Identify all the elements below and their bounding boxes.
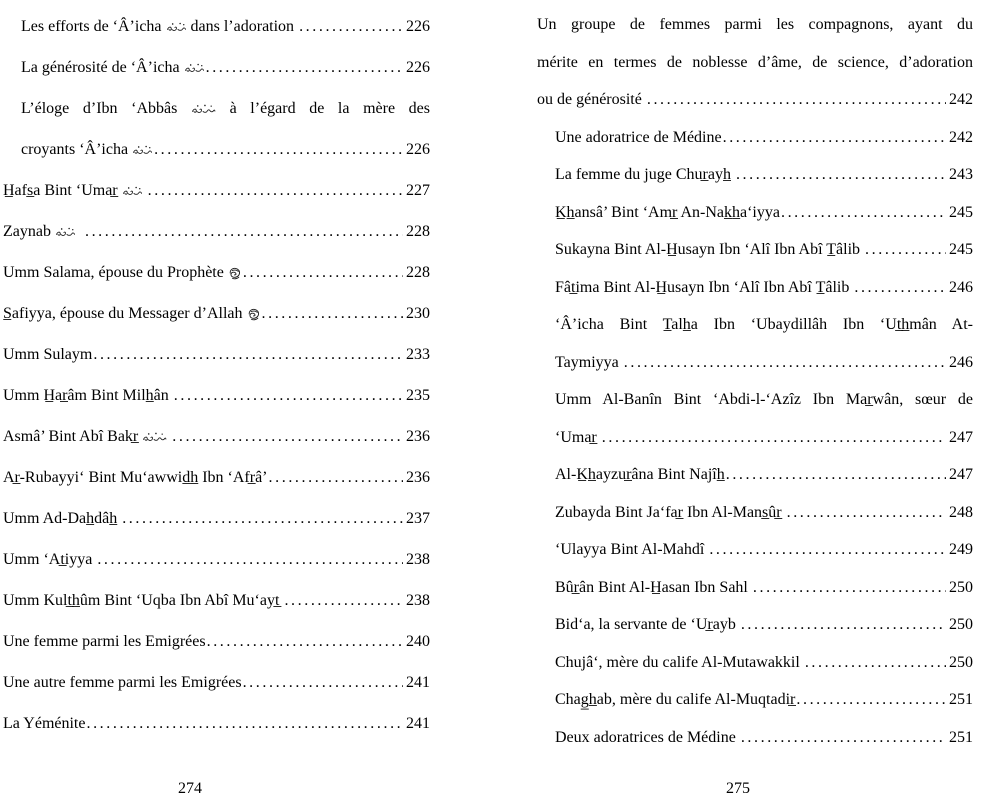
toc-entry-title: Bûr̲ân Bint Al-H̲asan Ibn Sahl — [555, 578, 752, 596]
toc-entry-line — [3, 539, 430, 580]
toc-entry-title: ou de générosité — [537, 91, 646, 108]
toc-entry-page-number: 228 — [406, 223, 430, 240]
toc-entry-title: La générosité de ‘Â’icha — [21, 47, 205, 88]
toc-entry-title: Umm ‘At̲iyya — [3, 551, 97, 568]
toc-entry-title: Fât̲ima Bint Al-H̲usayn Ibn ‘Alî Ibn Abî T̲âlib — [555, 278, 854, 296]
toc-entry-page-number: 236 — [406, 469, 430, 486]
toc-entry-page-number: 227 — [406, 182, 430, 199]
toc-entry-page-number: 226 — [406, 141, 430, 158]
toc-entry-title: Taymiyya — [555, 353, 623, 371]
toc-entry-line — [555, 494, 973, 532]
toc-entry — [3, 662, 430, 703]
toc-entry-line — [3, 293, 430, 334]
toc-entry — [3, 703, 430, 744]
toc-entry-line — [3, 252, 430, 293]
toc-entry-title: La femme du juge Chur̲ayh̲ — [555, 166, 735, 183]
toc-entries-left — [3, 6, 430, 744]
dot-leader — [85, 211, 403, 252]
toc-entry-page-number: 241 — [406, 674, 430, 691]
dot-leader — [154, 129, 403, 170]
toc-entry-title: ‘Â’icha Bint T̲alh̲a Ibn ‘Ubaydillâh Ibn ‘Ut̲h̲mân At- — [555, 316, 973, 333]
toc-entry — [3, 88, 430, 170]
toc-entry-page-number: 226 — [406, 18, 430, 35]
toc-entry — [3, 498, 430, 539]
toc-entry-line — [555, 531, 973, 569]
toc-entry-page-number: 228 — [406, 264, 430, 281]
toc-entry-page-number: 236 — [406, 428, 430, 445]
toc-entry-title: Umm Sulaym — [3, 346, 93, 363]
toc-entry-title: mérite en termes de noblesse d’âme, de science, d’adoration — [537, 53, 973, 71]
dot-leader — [148, 170, 403, 211]
toc-entry-title: K̲h̲ansâ’ Bint ‘Amr̲ An-Nak̲h̲a‘iyya — [555, 203, 780, 221]
toc-entry — [3, 580, 430, 621]
toc-entry — [537, 381, 973, 456]
toc-entry-page-number: 242 — [949, 91, 973, 108]
toc-entry-title: Chujâ‘, mère du calife Al-Mutawakkil — [555, 653, 804, 671]
toc-entry-line — [3, 375, 430, 416]
toc-entry — [537, 569, 973, 607]
toc-entry-page-number: 249 — [949, 541, 973, 558]
toc-entry-title: Chag̲h̲ab, mère du calife Al-Muqtadir̲ — [555, 691, 796, 708]
toc-entry-page-number: 245 — [949, 241, 973, 258]
toc-entry — [537, 156, 973, 194]
toc-entry — [3, 334, 430, 375]
toc-entry-title: Un groupe de femmes parmi les compagnons, ayant du — [537, 16, 973, 33]
toc-entry-title: Sukayna Bint Al-H̲usayn Ibn ‘Alî Ibn Abî T̲âlib — [555, 241, 865, 258]
dot-leader — [726, 456, 946, 494]
toc-entry-line — [555, 644, 973, 682]
toc-entry — [537, 531, 973, 569]
radi-allahu-anhuma-icon — [191, 103, 216, 115]
toc-entry-page-number: 246 — [949, 353, 973, 371]
dot-leader — [854, 269, 946, 307]
toc-entry-continuation-line — [537, 44, 973, 82]
toc-entry — [537, 194, 973, 232]
dot-leader — [753, 569, 946, 607]
toc-entry-line — [3, 170, 430, 211]
toc-entry-title: Ar̲-Rubayyi‘ Bint Mu‘awwid̲h̲ Ibn ‘Afr̲â’ — [3, 469, 268, 486]
toc-entry-title: Umm Ad-Dah̲dâh̲ — [3, 510, 122, 527]
toc-entry-line — [555, 681, 973, 719]
dot-leader — [741, 606, 946, 644]
toc-entry-page-number: 251 — [949, 691, 973, 708]
toc-entry — [537, 719, 973, 757]
folio-page-number: 275 — [726, 780, 750, 797]
toc-entry-page-number: 226 — [406, 59, 430, 76]
toc-entry — [3, 539, 430, 580]
toc-entry-title: Umm Salama, épouse du Prophète — [3, 252, 242, 293]
dot-leader — [122, 498, 403, 539]
dot-leader — [865, 231, 946, 269]
toc-entry-line — [3, 621, 430, 662]
toc-entry-line — [3, 703, 430, 744]
toc-entry-continuation-line — [537, 6, 973, 44]
toc-entry-page-number: 250 — [949, 616, 973, 633]
toc-entry — [3, 416, 430, 457]
toc-entry-line — [3, 580, 430, 621]
toc-entry-continuation-line — [555, 306, 973, 344]
toc-entry-page-number: 230 — [406, 305, 430, 322]
toc-entry-title: Une femme parmi les Emigrées — [3, 633, 206, 650]
radi-allahu-anhuma-icon — [142, 431, 167, 443]
toc-entry-title: Bid‘a, la servante de ‘Ur̲ayb — [555, 616, 740, 633]
toc-entry-line — [21, 129, 430, 170]
toc-entries-right — [537, 6, 973, 756]
radi-allahu-anha-icon — [122, 185, 143, 197]
toc-entry-line — [3, 457, 430, 498]
toc-entry-page-number: 241 — [406, 715, 430, 732]
dot-leader — [243, 252, 403, 293]
toc-entry-page-number: 233 — [406, 346, 430, 363]
toc-entry-title: Les efforts de ‘Â’icha dans l’adoration — [21, 18, 299, 35]
toc-entry-line — [3, 662, 430, 703]
toc-entry-page-number: 238 — [406, 592, 430, 609]
sallallahu-alayhi-wa-sallam-icon — [228, 266, 242, 280]
toc-entry — [537, 269, 973, 307]
toc-entry-line — [3, 334, 430, 375]
toc-entry-page-number: 246 — [949, 278, 973, 296]
dot-leader — [796, 681, 946, 719]
toc-entry — [537, 644, 973, 682]
toc-entry-line — [555, 119, 973, 157]
toc-entry-page-number: 247 — [949, 466, 973, 483]
toc-entry-line — [555, 569, 973, 607]
toc-entry-continuation-line — [555, 381, 973, 419]
toc-entry-title: Une adoratrice de Médine — [555, 128, 722, 146]
toc-entry-page-number: 250 — [949, 653, 973, 671]
radi-allahu-anha-icon — [166, 21, 187, 33]
dot-leader — [805, 644, 946, 682]
toc-entry-page-number: 237 — [406, 510, 430, 527]
toc-entry — [537, 681, 973, 719]
radi-allahu-anha-icon — [55, 226, 76, 238]
toc-entry-title: ‘Umar̲ — [555, 428, 601, 446]
dot-leader — [781, 194, 946, 232]
toc-entry-page-number: 245 — [949, 203, 973, 221]
toc-entry-line — [3, 416, 430, 457]
toc-entry-title: croyants ‘Â’icha — [21, 129, 153, 170]
dot-leader — [269, 457, 403, 498]
toc-entry — [3, 170, 430, 211]
toc-entry — [537, 606, 973, 644]
toc-entry-title: Une autre femme parmi les Emigrées — [3, 674, 242, 691]
toc-entry — [3, 6, 430, 47]
toc-entry-title: L’éloge d’Ibn ‘Abbâs à l’égard de la mère des — [21, 100, 430, 117]
toc-entry-title: Al-K̲h̲ayzur̲âna Bint Najîh̲ — [555, 466, 725, 483]
toc-entry-page-number: 243 — [949, 166, 973, 183]
toc-entry — [3, 375, 430, 416]
toc-entry — [537, 119, 973, 157]
toc-page-right — [499, 0, 998, 810]
toc-entry-continuation-line — [21, 88, 430, 129]
toc-entry-title: H̲afs̲a Bint ‘Umar̲ — [3, 170, 147, 211]
toc-entry-page-number: 235 — [406, 387, 430, 404]
toc-entry-line — [537, 81, 973, 119]
toc-entry — [537, 306, 973, 381]
dot-leader — [206, 47, 403, 88]
toc-entry-title: Umm H̲ar̲âm Bint Milh̲ân — [3, 387, 173, 404]
toc-entry-line — [555, 419, 973, 457]
dot-leader — [284, 580, 403, 621]
toc-entry-line — [555, 269, 973, 307]
toc-entry-title: Zaynab — [3, 211, 84, 252]
toc-entry — [3, 621, 430, 662]
toc-entry-page-number: 247 — [949, 428, 973, 446]
toc-entry — [537, 456, 973, 494]
dot-leader — [723, 119, 946, 157]
toc-entry-title: Asmâ’ Bint Abî Bakr̲ — [3, 416, 171, 457]
toc-entry — [3, 211, 430, 252]
dot-leader — [741, 719, 946, 757]
dot-leader — [86, 703, 403, 744]
toc-entry-line — [21, 6, 430, 47]
toc-entry-page-number: 238 — [406, 551, 430, 568]
toc-entry-line — [555, 156, 973, 194]
toc-entry-title: Zubayda Bint Ja‘far̲ Ibn Al-Mans̲ûr̲ — [555, 503, 786, 521]
toc-entry-line — [555, 456, 973, 494]
toc-entry — [537, 494, 973, 532]
toc-entry-line — [555, 344, 973, 382]
toc-entry-line — [3, 498, 430, 539]
folio-page-number: 274 — [178, 780, 202, 797]
toc-entry-line — [555, 194, 973, 232]
dot-leader — [207, 621, 403, 662]
toc-entry — [3, 252, 430, 293]
toc-entry-title: Umm Kult̲h̲ûm Bint ‘Uqba Ibn Abî Mu‘ayt̲ — [3, 592, 284, 609]
toc-entry-page-number: 251 — [949, 728, 973, 746]
dot-leader — [174, 375, 403, 416]
sallallahu-alayhi-wa-sallam-icon — [247, 307, 261, 321]
dot-leader — [647, 81, 946, 119]
toc-entry-title: La Yéménite — [3, 715, 86, 732]
dot-leader — [299, 6, 403, 47]
radi-allahu-anha-icon — [184, 62, 205, 74]
dot-leader — [602, 419, 946, 457]
dot-leader — [736, 156, 946, 194]
toc-entry-title: Umm Al-Banîn Bint ‘Abdi-l-‘Azîz Ibn Mar̲wân, sœur de — [555, 391, 973, 408]
toc-entry — [3, 47, 430, 88]
dot-leader — [97, 539, 403, 580]
toc-entry — [3, 457, 430, 498]
radi-allahu-anha-icon — [132, 144, 153, 156]
toc-entry-line — [21, 47, 430, 88]
dot-leader — [93, 334, 403, 375]
toc-entry-line — [555, 719, 973, 757]
toc-entry — [3, 293, 430, 334]
toc-entry-title: ‘Ulayya Bint Al-Mahdî — [555, 541, 709, 558]
toc-entry — [537, 231, 973, 269]
toc-entry-page-number: 248 — [949, 503, 973, 521]
dot-leader — [172, 416, 403, 457]
toc-entry-page-number: 242 — [949, 128, 973, 146]
toc-entry-line — [555, 606, 973, 644]
dot-leader — [243, 662, 403, 703]
toc-entry-page-number: 250 — [949, 578, 973, 596]
toc-entry-title: Deux adoratrices de Médine — [555, 728, 740, 746]
toc-entry-line — [3, 211, 430, 252]
toc-entry-title: S̲afiyya, épouse du Messager d’Allah — [3, 293, 261, 334]
toc-entry-page-number: 240 — [406, 633, 430, 650]
toc-entry-line — [555, 231, 973, 269]
dot-leader — [624, 344, 946, 382]
dot-leader — [787, 494, 946, 532]
toc-entry — [537, 6, 973, 119]
dot-leader — [709, 531, 946, 569]
dot-leader — [262, 293, 404, 334]
